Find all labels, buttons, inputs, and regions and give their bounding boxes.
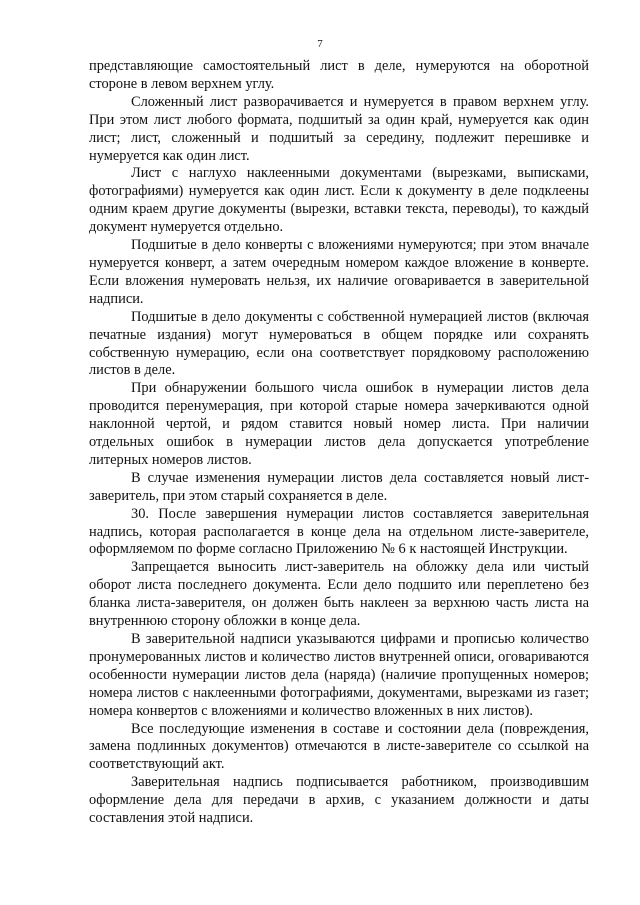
body-text [89,58,589,828]
paragraph-2: Сложенный лист разворачивается и нумеруется в правом верхнем углу. При этом лист любого формата, подшитый за один край, нумеруется как один лист; лист, сложенный и подшитый за середину, подлежит перешивке и нумеруется как один лист. [89,93,589,164]
paragraph-9: Запрещается выносить лист-заверитель на обложку дела или чистый оборот листа последнего документа. Если дело подшито или переплетено без бланка листа-заверителя, он должен быть наклеен за верхнюю часть листа на внутреннюю сторону обложки в конце дела. [89,559,589,630]
paragraph-7: В случае изменения нумерации листов дела составляется новый лист-заверитель, при этом старый сохраняется в деле. [89,469,589,504]
paragraph-11: Все последующие изменения в составе и состоянии дела (повреждения, замена подлинных документов) отмечаются в листе-заверителе со ссылкой на соответствующий акт. [89,720,589,773]
paragraph-8-section-30: 30. После завершения нумерации листов составляется заверительная надпись, которая располагается в конце дела на отдельном листе-заверителе, оформляемом по форме согласно Приложению № 6 к настоящей Инструкции. [89,505,589,558]
paragraph-12: Заверительная надпись подписывается работником, производившим оформление дела для передачи в архив, с указанием должности и даты составления этой надписи. [89,774,589,827]
paragraph-6: При обнаружении большого числа ошибок в нумерации листов дела проводится перенумерация, при которой старые номера зачеркиваются одной наклонной чертой, и рядом ставится новый номер листа. При наличии отдельных ошибок в нумерации листов дела допускается употребление литерных номеров листов. [89,380,589,468]
paragraph-4: Подшитые в дело конверты с вложениями нумеруются; при этом вначале нумеруется конверт, а затем очередным номером каждое вложение в конверте. Если вложения нумеровать нельзя, их наличие оговаривается в заверительной надписи. [89,237,589,307]
page-number: 7 [317,38,323,50]
paragraph-1: представляющие самостоятельный лист в деле, нумеруются на оборотной стороне в левом верхнем углу. [89,58,589,92]
paragraph-3: Лист с наглухо наклеенными документами (вырезками, выписками, фотографиями) нумеруется как один лист. Если к документу в деле подклеены одним краем другие документы (вырезки, вставки текста, переводы), то каждый документ нумеруется отдельно. [89,165,589,236]
paragraph-5: Подшитые в дело документы с собственной нумерацией листов (включая печатные издания) могут нумероваться в общем порядке или сохранять собственную нумерацию, если она соответствует порядковому расположению листов в деле. [89,308,589,379]
paragraph-10: В заверительной надписи указываются цифрами и прописью количество пронумерованных листов и количество листов внутренней описи, оговариваются особенности нумерации листов дела (наряда) (наличие пропущенных номеров; номера листов с наклеенными фотографиями, документами, вырезками из газет; номера конвертов с вложениями и количество вложенных в них листов). [89,631,589,719]
